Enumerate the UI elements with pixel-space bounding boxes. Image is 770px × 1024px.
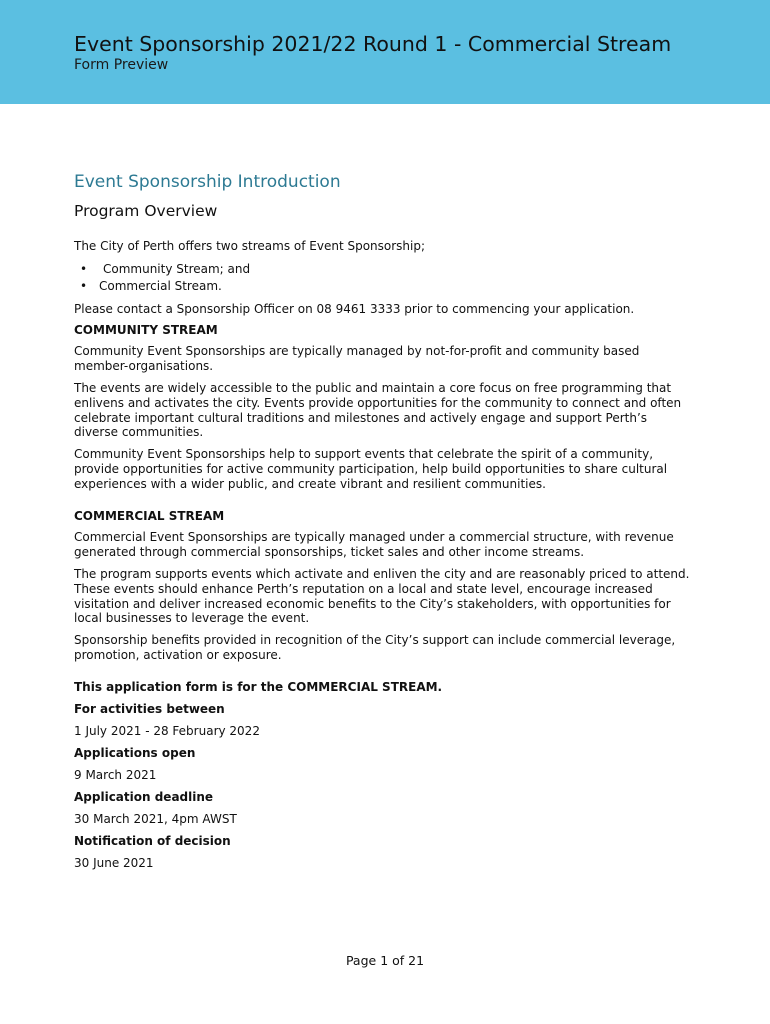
stream-notice: This application form is for the COMMERCIAL STREAM.	[74, 679, 443, 694]
commercial-paragraph: Commercial Event Sponsorships are typically managed under a commercial structure, with revenue generated through commercial sponsorships, ticket sales and other income streams.	[74, 530, 674, 560]
program-overview-heading: Program Overview	[74, 202, 218, 220]
list-item: • Commercial Stream.	[80, 278, 222, 293]
commercial-paragraph: Sponsorship benefits provided in recognition of the City’s support can include commercial leverage, promotion, activation or exposure.	[74, 633, 676, 662]
form-subtitle: Form Preview	[74, 57, 169, 73]
commercial-stream-heading: COMMERCIAL STREAM	[74, 508, 225, 523]
key-dates	[74, 702, 694, 871]
community-paragraph: Community Event Sponsorships are typically managed by not-for-profit and community based member-organisations.	[74, 344, 640, 374]
list-item: • Community Stream; and	[80, 261, 251, 276]
bullet-icon: •	[80, 278, 88, 293]
form-title: Event Sponsorship 2021/22 Round 1 - Commercial Stream	[74, 32, 672, 56]
community-stream-heading: COMMUNITY STREAM	[74, 322, 218, 337]
page-header	[0, 0, 770, 104]
form-content	[74, 170, 694, 871]
section-title: Event Sponsorship Introduction	[74, 172, 341, 192]
page-number: Page 1 of 21	[345, 953, 425, 968]
detail-label: Notification of decision	[74, 833, 231, 848]
detail-label: Application deadline	[74, 789, 214, 804]
community-paragraph: The events are widely accessible to the public and maintain a core focus on free programming that enlivens and activates the city. Events provide opportunities for the community to connect and often celebrate important cultural traditions and milestones and actively engage and support Perth’s diverse communities.	[74, 380, 682, 440]
stream-list	[74, 261, 694, 295]
detail-value: 30 March 2021, 4pm AWST	[74, 811, 237, 826]
intro-paragraph: The City of Perth offers two streams of Event Sponsorship;	[74, 239, 426, 253]
detail-label: Applications open	[74, 745, 196, 760]
detail-value: 9 March 2021	[74, 767, 157, 782]
detail-value: 30 June 2021	[74, 855, 154, 870]
bullet-icon: •	[80, 261, 88, 276]
contact-paragraph: Please contact a Sponsorship Officer on 08 9461 3333 prior to commencing your application.	[74, 301, 635, 316]
detail-value: 1 July 2021 - 28 February 2022	[74, 723, 260, 738]
community-paragraph: Community Event Sponsorships help to support events that celebrate the spirit of a community, provide opportunities for active community participation, help build opportunities to share cultural experiences with a wider public, and create vibrant and resilient communities.	[74, 447, 668, 491]
detail-label: For activities between	[74, 701, 225, 716]
commercial-paragraph: The program supports events which activate and enliven the city and are reasonably priced to attend. These events should enhance Perth’s reputation on a local and state level, encourage increased visitation and deliver increased economic benefits to the City’s stakeholders, with opportunities for local businesses to leverage the event.	[74, 566, 690, 626]
